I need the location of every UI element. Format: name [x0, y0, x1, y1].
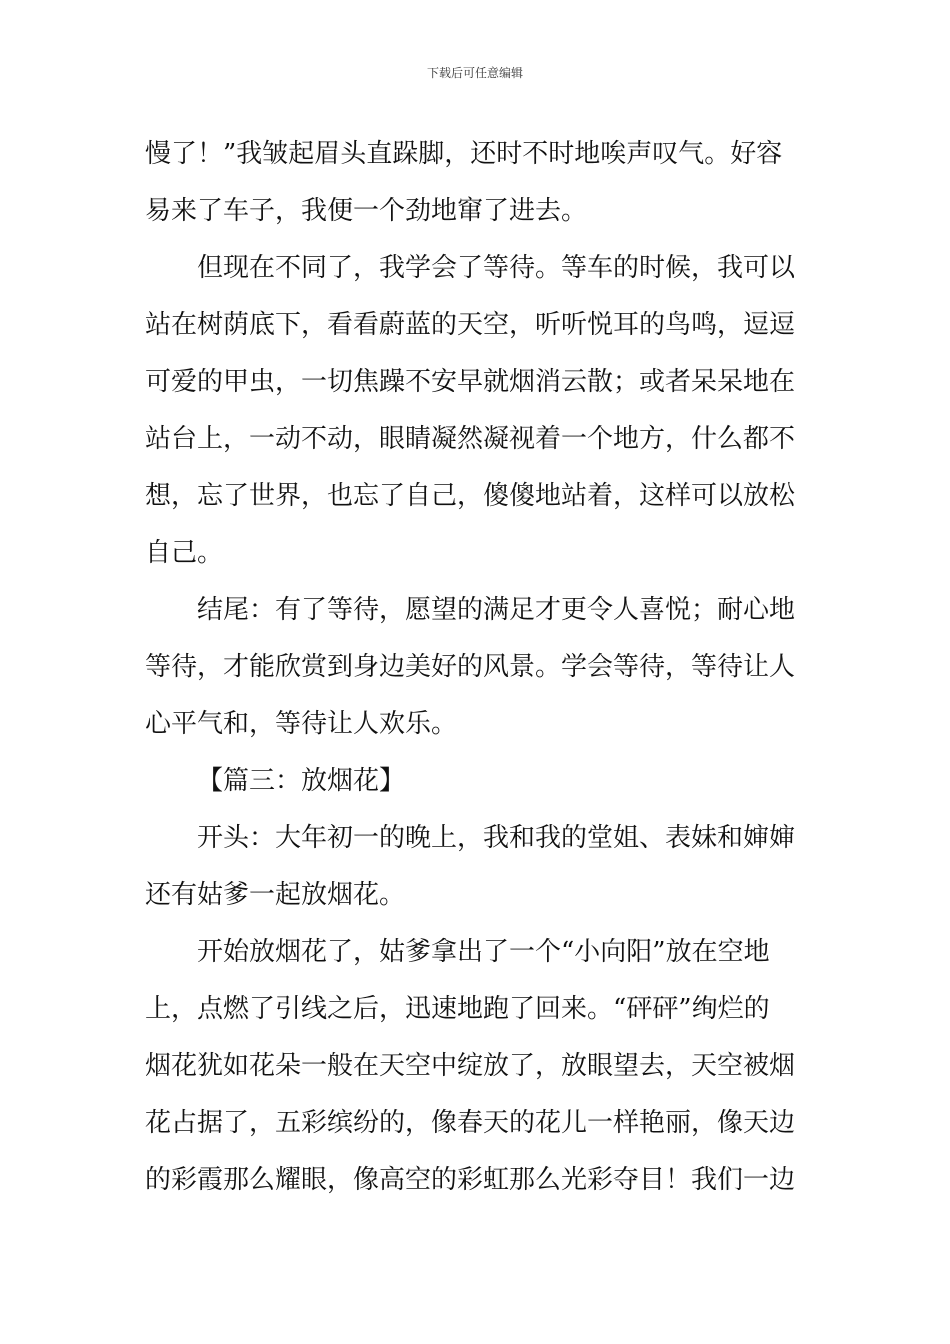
text-line: 烟花犹如花朵一般在天空中绽放了，放眼望去，天空被烟	[145, 1051, 796, 1081]
text-line: 心平气和，等待让人欢乐。	[145, 709, 458, 739]
text-line: 自己。	[145, 538, 224, 568]
text-line: 慢了！”我皱起眉头直跺脚，还时不时地唉声叹气。好容	[145, 139, 783, 169]
text-line: 可爱的甲虫，一切焦躁不安早就烟消云散；或者呆呆地在	[145, 367, 796, 397]
text-line: 花占据了，五彩缤纷的，像春天的花儿一样艳丽，像天边	[145, 1108, 796, 1138]
text-line: 上，点燃了引线之后，迅速地跑了回来。“砰砰”绚烂的	[145, 994, 770, 1024]
text-line: 的彩霞那么耀眼，像高空的彩虹那么光彩夺目！我们一边	[145, 1165, 796, 1195]
text-line: 等待，才能欣赏到身边美好的风景。学会等待，等待让人	[145, 652, 796, 682]
text-line: 站台上，一动不动，眼睛凝然凝视着一个地方，什么都不	[145, 424, 796, 454]
text-line: 开头：大年初一的晚上，我和我的堂姐、表妹和婶婶	[197, 823, 796, 853]
text-line: 想，忘了世界，也忘了自己，傻傻地站着，这样可以放松	[145, 481, 796, 511]
text-line: 站在树荫底下，看看蔚蓝的天空，听听悦耳的鸟鸣，逗逗	[145, 310, 796, 340]
text-line: 结尾：有了等待，愿望的满足才更令人喜悦；耐心地	[197, 595, 796, 625]
section-heading: 【篇三：放烟花】	[197, 766, 406, 796]
document-body	[145, 126, 807, 1209]
text-line: 还有姑爹一起放烟花。	[145, 880, 406, 910]
text-line: 但现在不同了，我学会了等待。等车的时候，我可以	[197, 253, 796, 283]
text-line: 易来了车子，我便一个劲地窜了进去。	[145, 196, 588, 226]
page-header-note: 下载后可任意编辑	[426, 66, 523, 80]
text-line: 开始放烟花了，姑爹拿出了一个“小向阳”放在空地	[197, 937, 770, 967]
